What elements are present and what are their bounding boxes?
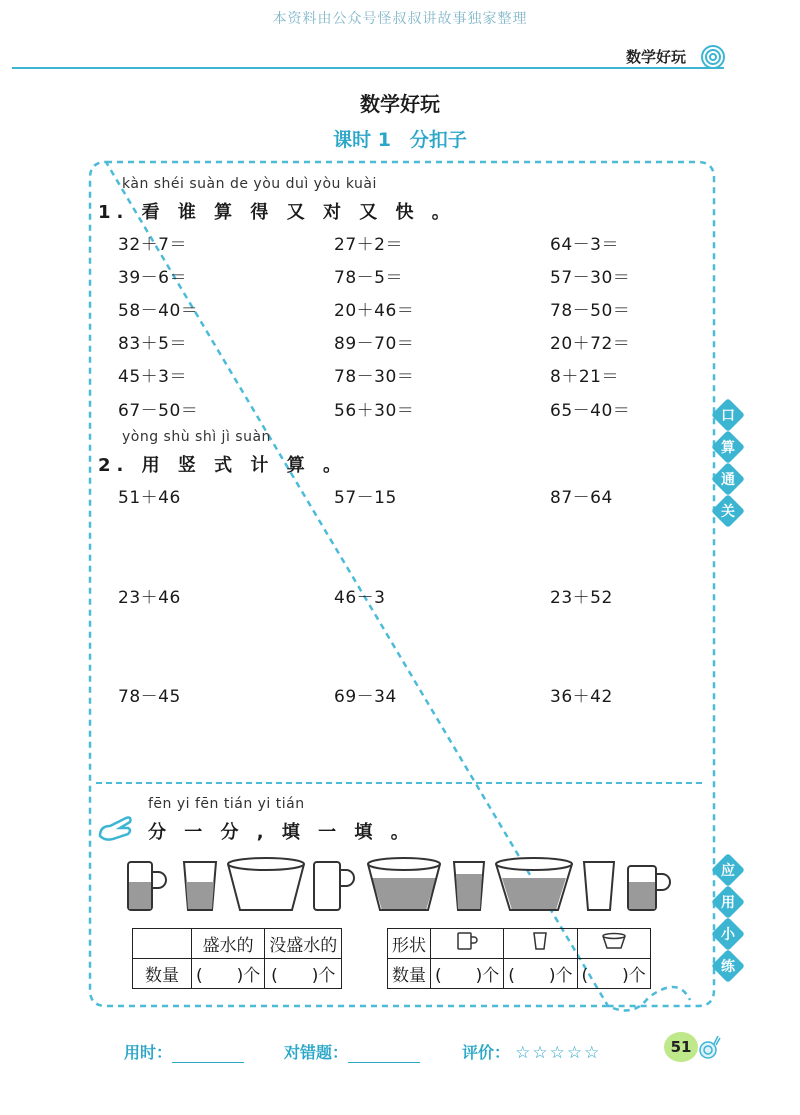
side-tab-char: 关	[711, 494, 745, 528]
q1-item: 20＋46＝	[334, 301, 415, 321]
footer-errors	[284, 1040, 420, 1063]
errors-label: 对错题：	[284, 1043, 349, 1062]
glass-icon	[454, 862, 484, 910]
header-rule	[12, 67, 724, 69]
errors-blank[interactable]	[348, 1046, 420, 1063]
q1-item: 8＋21＝	[550, 367, 619, 387]
glass-icon	[184, 862, 216, 910]
q2-item: 46－3	[334, 588, 386, 608]
header-without-water: 没盛水的	[265, 929, 342, 959]
q3-title: 分 一 分 , 填 一 填 。	[148, 822, 415, 843]
page-title: 数学好玩	[360, 92, 440, 116]
bowl-icon	[368, 858, 440, 910]
q1-item: 39－6＝	[118, 268, 187, 288]
shape-count-table	[387, 928, 651, 989]
mug-icon	[628, 866, 670, 910]
side-tab-char: 练	[711, 949, 745, 983]
q1-item: 65－40＝	[550, 401, 631, 421]
side-tab-char: 口	[711, 398, 745, 432]
q2-item: 78－45	[118, 687, 181, 707]
q1-item: 58－40＝	[118, 301, 199, 321]
rating-stars[interactable]: ☆☆☆☆☆	[515, 1043, 602, 1063]
q2-item: 69－34	[334, 687, 397, 707]
q1-item: 89－70＝	[334, 334, 415, 354]
q2-item: 51＋46	[118, 488, 181, 508]
side-tab-oral-calc	[716, 403, 742, 531]
row-label: 数量	[133, 959, 192, 989]
pointing-hand-icon	[96, 806, 136, 846]
q1-item: 45＋3＝	[118, 367, 187, 387]
q2-item: 23＋46	[118, 588, 181, 608]
footer-time	[124, 1040, 244, 1063]
side-tab-char: 通	[711, 462, 745, 496]
side-tab-char: 算	[711, 430, 745, 464]
q1-item: 67－50＝	[118, 401, 199, 421]
mug-icon	[128, 862, 166, 910]
bowl-icon	[496, 858, 572, 910]
bowl-shape-cell	[577, 929, 650, 959]
q1-item: 83＋5＝	[118, 334, 187, 354]
q3-pinyin: fēn yi fēn tián yi tián	[148, 796, 305, 812]
q1-item: 56＋30＝	[334, 401, 415, 421]
time-blank[interactable]	[172, 1046, 244, 1063]
glass-icon	[530, 931, 550, 951]
answer-cell[interactable]: ( )个	[431, 959, 504, 989]
q2-pinyin: yòng shù shì jì suàn	[122, 429, 271, 445]
q1-item: 27＋2＝	[334, 235, 403, 255]
containers-illustration	[120, 852, 680, 918]
answer-cell[interactable]: ( )个	[265, 959, 342, 989]
q2-item: 87－64	[550, 488, 613, 508]
section-label: 数学好玩	[626, 48, 687, 66]
rating-label: 评价：	[462, 1043, 511, 1062]
glass-icon	[584, 862, 614, 910]
lesson-title: 课时 1 分扣子	[333, 129, 467, 151]
q2-item: 36＋42	[550, 687, 613, 707]
bowl-icon	[228, 858, 304, 910]
snail-icon	[698, 1032, 722, 1060]
time-label: 用时：	[124, 1043, 173, 1062]
q2-item: 23＋52	[550, 588, 613, 608]
footer-rating	[462, 1040, 601, 1063]
q1-item: 57－30＝	[550, 268, 631, 288]
glass-shape-cell	[504, 929, 577, 959]
q1-item: 78－5＝	[334, 268, 403, 288]
q2-title: 2. 用 竖 式 计 算 。	[98, 455, 347, 476]
answer-cell[interactable]: ( )个	[577, 959, 650, 989]
side-tab-char: 小	[711, 917, 745, 951]
q1-item: 32＋7＝	[118, 235, 187, 255]
q1-pinyin: kàn shéi suàn de yòu duì yòu kuài	[122, 176, 377, 192]
mug-shape-cell	[431, 929, 504, 959]
water-count-table	[132, 928, 342, 989]
answer-cell[interactable]: ( )个	[192, 959, 265, 989]
row-label: 形状	[388, 929, 431, 959]
mug-icon	[314, 862, 354, 910]
side-tab-char: 用	[711, 885, 745, 919]
section-divider	[96, 782, 702, 784]
header-with-water: 盛水的	[192, 929, 265, 959]
bowl-icon	[601, 932, 627, 950]
side-tab-application	[716, 858, 742, 986]
q1-item: 78－30＝	[334, 367, 415, 387]
watermark-text: 本资料由公众号怪叔叔讲故事独家整理	[272, 11, 528, 27]
q1-item: 64－3＝	[550, 235, 619, 255]
page-number: 51	[664, 1032, 698, 1062]
row-label: 数量	[388, 959, 431, 989]
answer-cell[interactable]: ( )个	[504, 959, 577, 989]
q2-item: 57－15	[334, 488, 397, 508]
mug-icon	[455, 931, 479, 951]
q1-item: 20＋72＝	[550, 334, 631, 354]
q1-item: 78－50＝	[550, 301, 631, 321]
q1-title: 1. 看 谁 算 得 又 对 又 快 。	[98, 202, 456, 223]
side-tab-char: 应	[711, 853, 745, 887]
